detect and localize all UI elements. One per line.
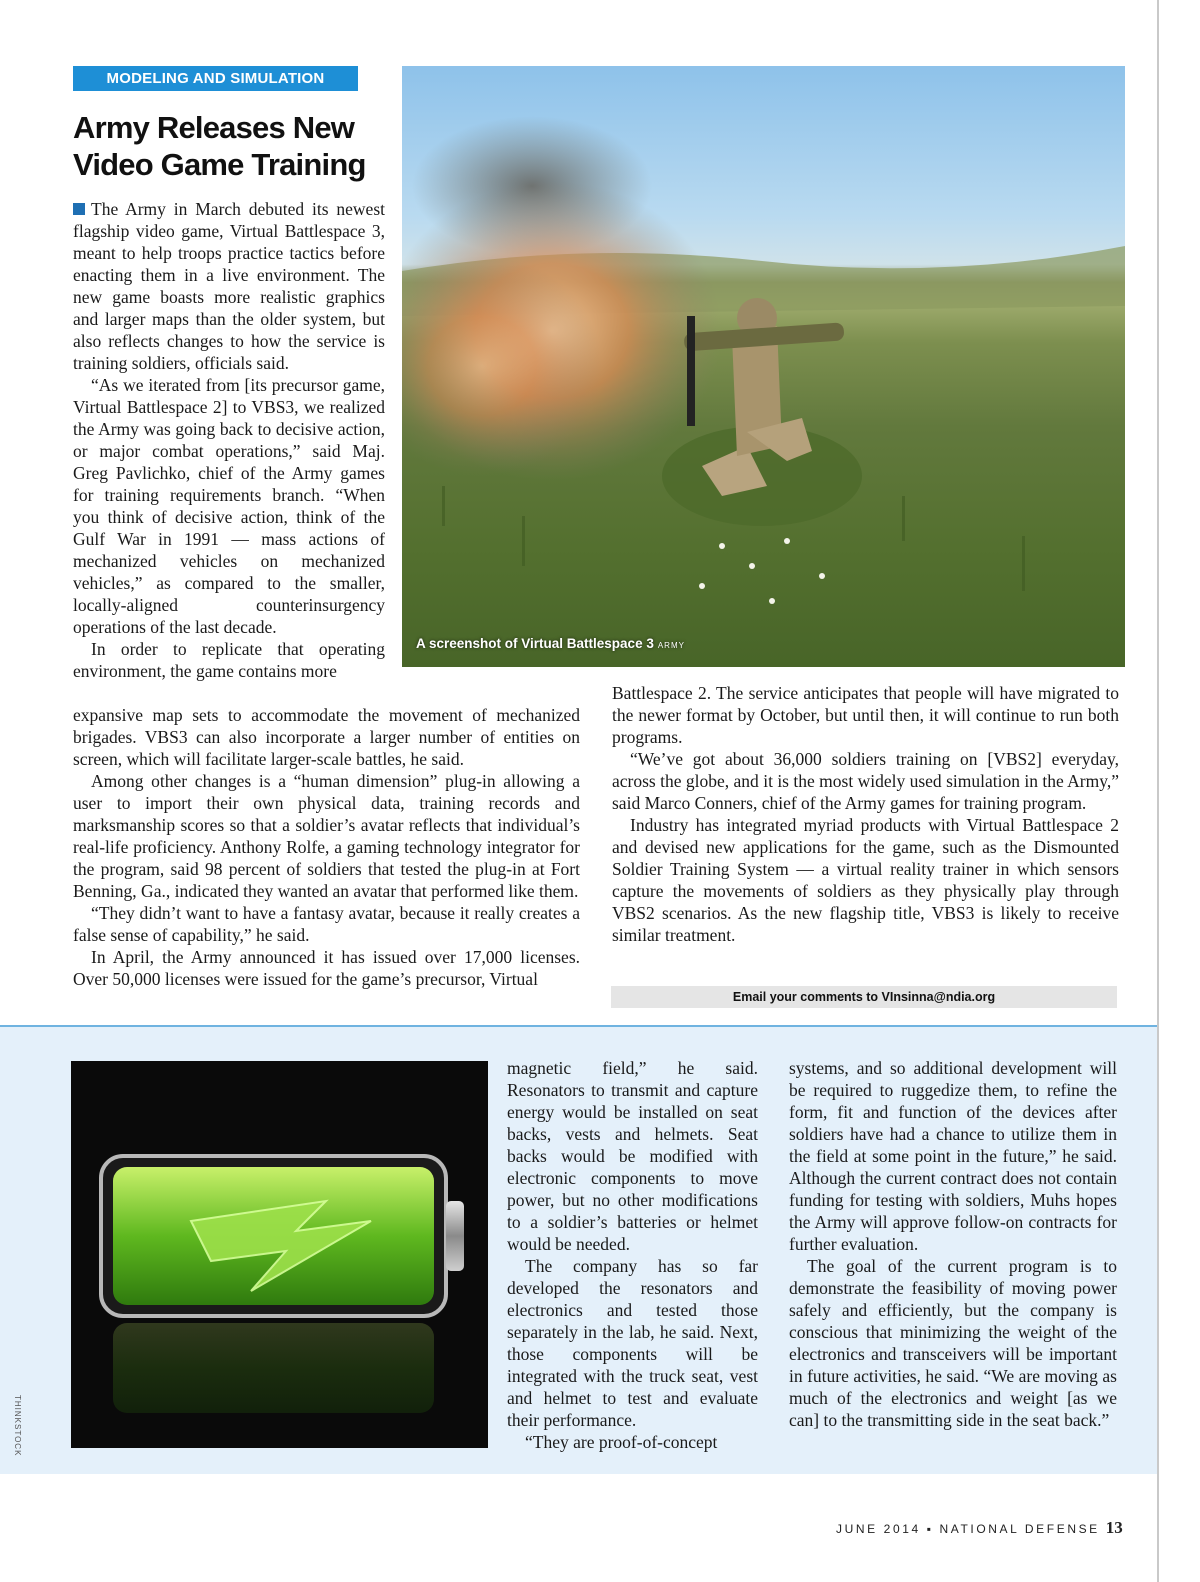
caption-text: A screenshot of Virtual Battlespace 3 (416, 636, 654, 651)
paragraph: magnetic field,” he said. Resonators to transmit and capture energy would be installed on seat backs, vests and helmets. Seat backs would be modified with electronic components to move power, but no other modifications to a soldier’s batteries or helmet would be needed. (507, 1058, 758, 1254)
image-credit: THINKSTOCK (13, 1395, 22, 1457)
paragraph: Industry has integrated myriad products with Virtual Battlespace 2 and devised new applications for the game, such as the Dismounted Soldier Training System — a virtual reality trainer in which sensors capture the movements of soldiers as they physically play through VBS2 scenarios. As the new flagship title, VBS3 is likely to receive similar treatment. (612, 815, 1119, 945)
article-column-3 (612, 682, 1119, 946)
soldier-figure (662, 298, 862, 526)
photo-caption (416, 636, 685, 651)
footer-separator: ▪ (926, 1522, 934, 1536)
paragraph-text: The Army in March debuted its newest flagship video game, Virtual Battlespace 3, meant to help troops practice tactics before enacting them in a live environment. The new game boasts more realistic graphics and larger maps than the older system, but also reflects changes to how the service is training soldiers, officials said. (73, 199, 385, 373)
paragraph: “As we iterated from [its precursor game, Virtual Battlespace 2] to VBS3, we realized the Army was going back to decisive action, or major combat operations,” said Maj. Greg Pavlichko, chief of the Army games for training requirements branch. “When you think of decisive action, think of the Gulf War in 1991 — mass actions of mechanized vehicles on mechanized vehicles,” as compared to the smaller, locally-aligned counterinsurgency operations of the last decade. (73, 375, 385, 637)
headline: Army Releases New Video Game Training (73, 110, 366, 182)
bottom-column-a (507, 1057, 758, 1453)
photo-credit: ARMY (657, 641, 685, 650)
battery-image (71, 1061, 488, 1448)
footer-date: JUNE 2014 (836, 1522, 921, 1536)
paragraph: systems, and so additional development will be required to ruggedize them, to refine the form, fit and function of the devices after soldiers have had a chance to utilize them in the field at some point in the future,” he said. Although the current contract does not contain funding for testing with soldiers, Muhs hopes the Army will approve follow-on contracts for further evaluation. (789, 1058, 1117, 1254)
page-footer (836, 1518, 1123, 1538)
paragraph: The company has so far developed the resonators and electronics and tested those separately in the lab, he said. Next, those components will be integrated with the truck seat, vest and helmet to test and evaluate their performance. (507, 1256, 758, 1430)
paragraph: “They didn’t want to have a fantasy avatar, because it really creates a false sense of capability,” he said. (73, 903, 580, 945)
paragraph: “They are proof-of-concept (525, 1432, 718, 1452)
paragraph (73, 198, 385, 374)
paragraph: Battlespace 2. The service anticipates that people will have migrated to the newer format by October, but until then, it will continue to run both programs. (612, 683, 1119, 747)
article-column-2 (73, 704, 580, 990)
section-tag: MODELING AND SIMULATION (73, 66, 358, 91)
bullet-square-icon (73, 203, 85, 215)
article-column-1 (73, 198, 385, 682)
email-prefix: Email your comments to (732, 990, 882, 1004)
paragraph: Among other changes is a “human dimension” plug-in allowing a user to import their own physical data, training records and marksmanship scores so that a soldier’s avatar reflects that individual’s real-life proficiency. Anthony Rolfe, a gaming technology integrator for the program, said 98 percent of soldiers that tested the plug-in at Fort Benning, Ga., indicated they wanted an avatar that performed like them. (73, 771, 580, 901)
paragraph: In order to replicate that operating environment, the game contains more (73, 639, 385, 681)
article-photo (402, 66, 1125, 667)
page-edge-line (1157, 0, 1159, 1582)
soldier-scene-illustration (402, 66, 1125, 667)
battery-charging-icon (71, 1061, 488, 1448)
paragraph: The goal of the current program is to demonstrate the feasibility of moving power safely and efficiently, but the company is conscious that minimizing the weight of the electronics and transceivers will be important in future activities, he said. “We are moving as much of the electronics and weight [as we can] to the transmitting side in the seat back.” (789, 1256, 1117, 1430)
footer-publication: NATIONAL DEFENSE (939, 1522, 1100, 1536)
email-link[interactable]: VInsinna@ndia.org (881, 990, 996, 1004)
paragraph: In April, the Army announced it has issued over 17,000 licenses. Over 50,000 licenses were issued for the game’s precursor, Virtual (73, 947, 580, 989)
page-number: 13 (1105, 1518, 1123, 1537)
paragraph: “We’ve got about 36,000 soldiers training on [VBS2] everyday, across the globe, and it is the most widely used simulation in the Army,” said Marco Conners, chief of the Army games for training program. (612, 749, 1119, 813)
paragraph: expansive map sets to accommodate the movement of mechanized brigades. VBS3 can also incorporate a larger number of entities on screen, which will facilitate larger-scale battles, he said. (73, 705, 580, 769)
email-comments-bar (611, 986, 1117, 1008)
bottom-column-b (789, 1057, 1117, 1431)
